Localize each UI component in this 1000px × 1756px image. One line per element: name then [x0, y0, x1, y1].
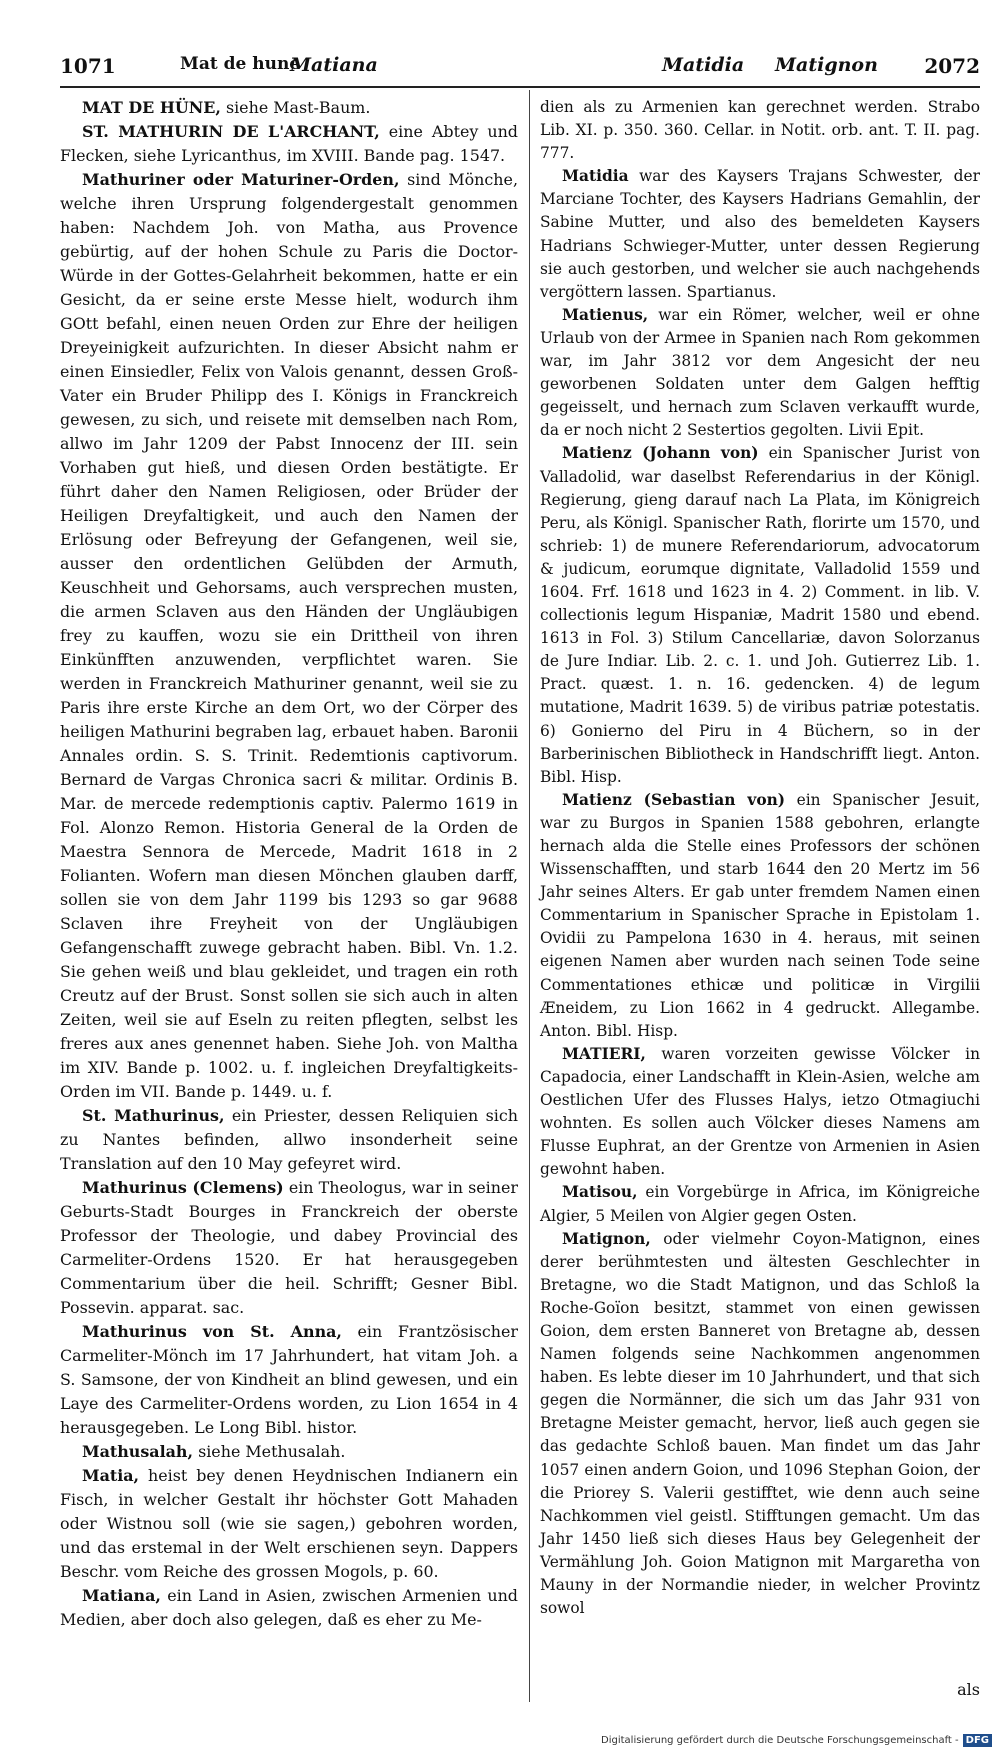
- entry-lemma: ST. MATHURIN DE L'ARCHANT,: [82, 122, 380, 141]
- entry-text: war ein Römer, welcher, weil er ohne Urlaub von der Armee in Spanien nach Rom gekommen war, im Jahr 3812 vor dem Angesicht der neu geworbenen Soldaten unter dem Galgen hefftig gegeisselt, und hernach zum Sclaven verkaufft wurde, da er noch nicht 2 Sestertios gegolten. Livii Epit.: [540, 305, 980, 440]
- entry-text: ein Theologus, war in seiner Geburts-Stadt Bourges in Franckreich der oberste Professor der Theologie, und dabey Provincial des Carmeliter-Ordens 1520. Er hat herausgegeben Commentarium über die heil. Schrifft; Gesner Bibl. Possevin. apparat. sac.: [60, 1178, 518, 1317]
- entry-text: ein Spanischer Jurist von Valladolid, war daselbst Referendarius in der Königl. Regierung, gieng darauf nach La Plata, im Königreich Peru, als Königl. Spanischer Rath, florirte um 1570, und schrieb: 1) de munere Referendariorum, advocatorum & judicum, eorumque dignitate, Valladolid 1559 und 1604. Frf. 1618 und 1623 in 4. 2) Comment. in lib. V. collectionis legum Hispaniæ, Madrit 1580 und ebend. 1613 in Fol. 3) Stilum Cancellariæ, davon Solorzanus de Jure Indiar. Lib. 2. c. 1. und Joh. Gutierrez Lib. 1. Pract. quæst. 1. n. 16. gedencken. 4) de legum mutatione, Madrit 1639. 5) de viribus patriæ potestatis. 6) Gonierno del Piru in 4 Büchern, so in der Barberinischen Bibliotheck in Handschrifft liegt. Anton. Bibl. Hisp.: [540, 444, 980, 786]
- entry-text: heist bey denen Heydnischen Indianern ein Fisch, in welcher Gestalt ihr höchster Gott Mahaden oder Wistnou soll (wie sie sagen,) gebohren worden, und das erstemal in der Welt erschienen seyn. Dappers Beschr. vom Reiche des grossen Mogols, p. 60.: [60, 1466, 518, 1581]
- entry-lemma: Matisou,: [562, 1183, 638, 1202]
- entry: [60, 1584, 518, 1632]
- entry-lemma: Matiana,: [82, 1586, 161, 1605]
- entry-lemma: MAT DE HÜNE,: [82, 98, 221, 117]
- digitization-footer: [601, 1734, 992, 1747]
- page-header: [60, 54, 980, 84]
- entry: [60, 1464, 518, 1584]
- entry-text: ein Spanischer Jesuit, war zu Burgos in Spanien 1588 gebohren, erlangte hernach alda die Stelle eines Professors der schönen Wissenschafften, und starb 1644 den 20 Mertz im 56 Jahr seines Alters. Er gab unter fremdem Namen einen Commentarium in Spanischer Sprache in Epistolam 1. Ovidii zu Pampelona 1630 in 4. heraus, mit seinen eigenen Namen aber wurden nach seinen Tode seine Commentationes ethicæ und politicæ in Virgilii Æneidem, zu Lion 1662 in 4 gedruckt. Allegambe. Anton. Bibl. Hisp.: [540, 790, 980, 1040]
- entry-text: ein Priester, dessen Reliquien sich zu Nantes befinden, allwo insonderheit seine Translation auf den 10 May gefeyret wird.: [60, 1106, 518, 1173]
- right-column: [540, 96, 980, 1620]
- entry-lemma: MATIERI,: [562, 1044, 646, 1063]
- entry-text: war des Kaysers Trajans Schwester, der Marciane Tochter, des Kaysers Hadrians Gemahlin, der Sabine Mutter, und also des bemeldeten Kaysers Hadrians Schwieger-Mutter, unter dessen Regierung sie auch gestorben, und welcher sie auch nachgehends vergöttern lassen. Spartianus.: [540, 167, 980, 301]
- entry-lemma: Matia,: [82, 1466, 140, 1485]
- entry-text: eine Abtey und Flecken, siehe Lyricanthus, im XVIII. Bande pag. 1547.: [60, 122, 518, 165]
- entry-text: siehe Methusalah.: [198, 1442, 346, 1461]
- entry-lemma: Matienz (Johann von): [562, 444, 759, 463]
- running-head-right-2: Matignon: [775, 54, 878, 76]
- entry: [540, 1043, 980, 1182]
- page-number-right: 2072: [924, 54, 980, 78]
- entry-text: ein Land in Asien, zwischen Armenien und Medien, aber doch also gelegen, daß es eher zu Me-: [60, 1586, 518, 1629]
- entry: [60, 1104, 518, 1176]
- entry-lemma: Mathurinus von St. Anna,: [82, 1322, 342, 1341]
- entry: [60, 1176, 518, 1320]
- entry-lemma: St. Mathurinus,: [82, 1106, 225, 1125]
- running-head-left: Mat de hune: [180, 54, 301, 74]
- entry-text: ein Frantzösischer Carmeliter-Mönch im 17 Jahrhundert, hat vitam Joh. a S. Samsone, der von Kindheit an blind gewesen, und ein Laye des Carmeliter-Ordens worden, zu Lion 1654 in 4 herausgegeben. Le Long Bibl. histor.: [60, 1322, 519, 1437]
- entry-lemma: Mathurinus (Clemens): [82, 1178, 284, 1197]
- entry-lemma: Matidia: [562, 167, 629, 186]
- page-number-left: 1071: [60, 54, 116, 78]
- entry: [60, 96, 518, 120]
- entry: [540, 1181, 980, 1227]
- entry: [540, 165, 980, 304]
- entry: [60, 168, 518, 1104]
- entry-text: dien als zu Armenien kan gerechnet werden. Strabo Lib. XI. p. 350. 360. Cellar. in Notit. orb. ant. T. II. pag. 777.: [540, 98, 980, 163]
- entry: [540, 304, 980, 443]
- column-divider: [529, 90, 530, 1702]
- entry-lemma: Mathuriner oder Maturiner-Orden,: [82, 170, 400, 189]
- entry-text: sind Mönche, welche ihren Ursprung folgendergestalt genommen haben: Nachdem Joh. von Matha, aus Provence gebürtig, auf der hohen Schule zu Paris die Doctor-Würde in der Gottes-Gelahrheit bekommen, hatte er ein Gesicht, da er seine erste Messe hielt, wodurch ihm GOtt befahl, einen neuen Orden zur Ehre der heiligen Dreyeinigkeit aufzurichten. In dieser Absicht nahm er einen Einsiedler, Felix von Valois genannt, dessen Groß-Vater ein Bruder Philipp des I. Königs in Franckreich gewesen, zu sich, und reisete mit demselben nach Rom, allwo im Jahr 1209 der Pabst Innocenz der III. sein Vorhaben gut hieß, und diesen Orden bestätigte. Er führt daher den Namen Religiosen, oder Brüder der Heiligen Dreyfaltigkeit, und auch den Namen der Erlösung oder Befreyung der Gefangenen, weil sie, ausser den ordentlichen Gelübden der Armuth, Keuschheit und Gehorsams, auch versprechen musten, die armen Sclaven aus den Händen der Ungläubigen frey zu kauffen, wozu sie ein Drittheil von ihren Einkünfften anzuwenden, verpflichtet waren. Sie werden in Franckreich Mathuriner genannt, weil sie zu Paris ihre erste Kirche an dem Ort, wo der Cörper des heiligen Mathurini begraben lag, erbauet haben. Baronii Annales ordin. S. S. Trinit. Redemtionis captivorum. Bernard de Vargas Chronica sacri & militar. Ordinis B. Mar. de mercede redemptionis captiv. Palermo 1619 in Fol. Alonzo Remon. Historia General de la Orden de Maestra Sennora de Mercede, Madrit 1618 in 2 Folianten. Wofern man diesen Mönchen glauben darff, sollen sie von dem Jahr 1199 bis 1293 so gar 9688 Sclaven ihre Freyheit von der Ungläubigen Gefangenschafft zuwege gebracht haben. Bibl. Vn. 1.2. Sie gehen weiß und blau gekleidet, und tragen ein roth Creutz auf der Brust. Sonst sollen sie sich auch in alten Zeiten, weil sie auf Eseln zu reiten pflegten, selbst les freres aux anes genennet haben. Siehe Joh. von Maltha im XIV. Bande p. 1002. u. f. ingleichen Dreyfaltigkeits-Orden im VII. Bande p. 1449. u. f.: [60, 170, 519, 1101]
- entry: [540, 789, 980, 1043]
- entry-lemma: Matienz (Sebastian von): [562, 790, 786, 809]
- running-head-left-2: Matiana: [290, 54, 378, 76]
- entry: [540, 442, 980, 788]
- entry-text: waren vorzeiten gewisse Völcker in Capadocia, einer Landschafft in Klein-Asien, welche am Oestlichen Ufer des Flusses Halys, ietzo Otmagiuchi wohnten. Es sollen auch Völcker dieses Namens am Flusse Euphrat, an der Grentze von Armenien in Asien gewohnt haben.: [540, 1044, 980, 1179]
- entry: [60, 1440, 518, 1464]
- entry: [540, 1228, 980, 1621]
- catchword: als: [957, 1680, 980, 1699]
- running-head-right: Matidia: [662, 54, 745, 76]
- entry-continuation: [540, 96, 980, 165]
- dfg-logo: DFG: [963, 1734, 992, 1747]
- entry-text: oder vielmehr Coyon-Matignon, eines derer berühmtesten und ältesten Geschlechter in Bretagne, wo die Stadt Matignon, und das Schloß la Roche-Goïon besitzt, stammet von einen gewissen Goion, dem ersten Banneret von Bretagne ab, dessen Namen folgends seine Nachkommen angenommen haben. Es lebte dieser im 10 Jahrhundert, und that sich gegen die Normänner, die sich um das Jahr 931 von Bretagne Meister gemacht, hervor, ließ auch gegen sie das gedachte Schloß bauen. Man findet um das Jahr 1057 einen andern Goion, und 1096 Stephan Goion, der die Priorey S. Valerii gestifftet, wie denn auch seine Nachkommen viel geistl. Stifftungen gemacht. Um das Jahr 1450 ließ sich dieses Haus bey Gelegenheit der Vermählung Joh. Goion Matignon mit Margaretha von Mauny in der Normandie nieder, in welcher Provintz sowol: [540, 1229, 980, 1618]
- entry: [60, 120, 518, 168]
- header-rule: [60, 86, 980, 88]
- entry-lemma: Matienus,: [562, 305, 649, 324]
- entry-lemma: Matignon,: [562, 1229, 651, 1248]
- entry-text: siehe Mast-Baum.: [225, 98, 371, 117]
- footer-text: Digitalisierung gefördert durch die Deutsche Forschungsgemeinschaft -: [601, 1735, 959, 1746]
- entry: [60, 1320, 518, 1440]
- entry-text: ein Vorgebürge in Africa, im Königreiche Algier, 5 Meilen von Algier gegen Osten.: [540, 1183, 980, 1225]
- entry-lemma: Mathusalah,: [82, 1442, 193, 1461]
- left-column: [60, 96, 518, 1632]
